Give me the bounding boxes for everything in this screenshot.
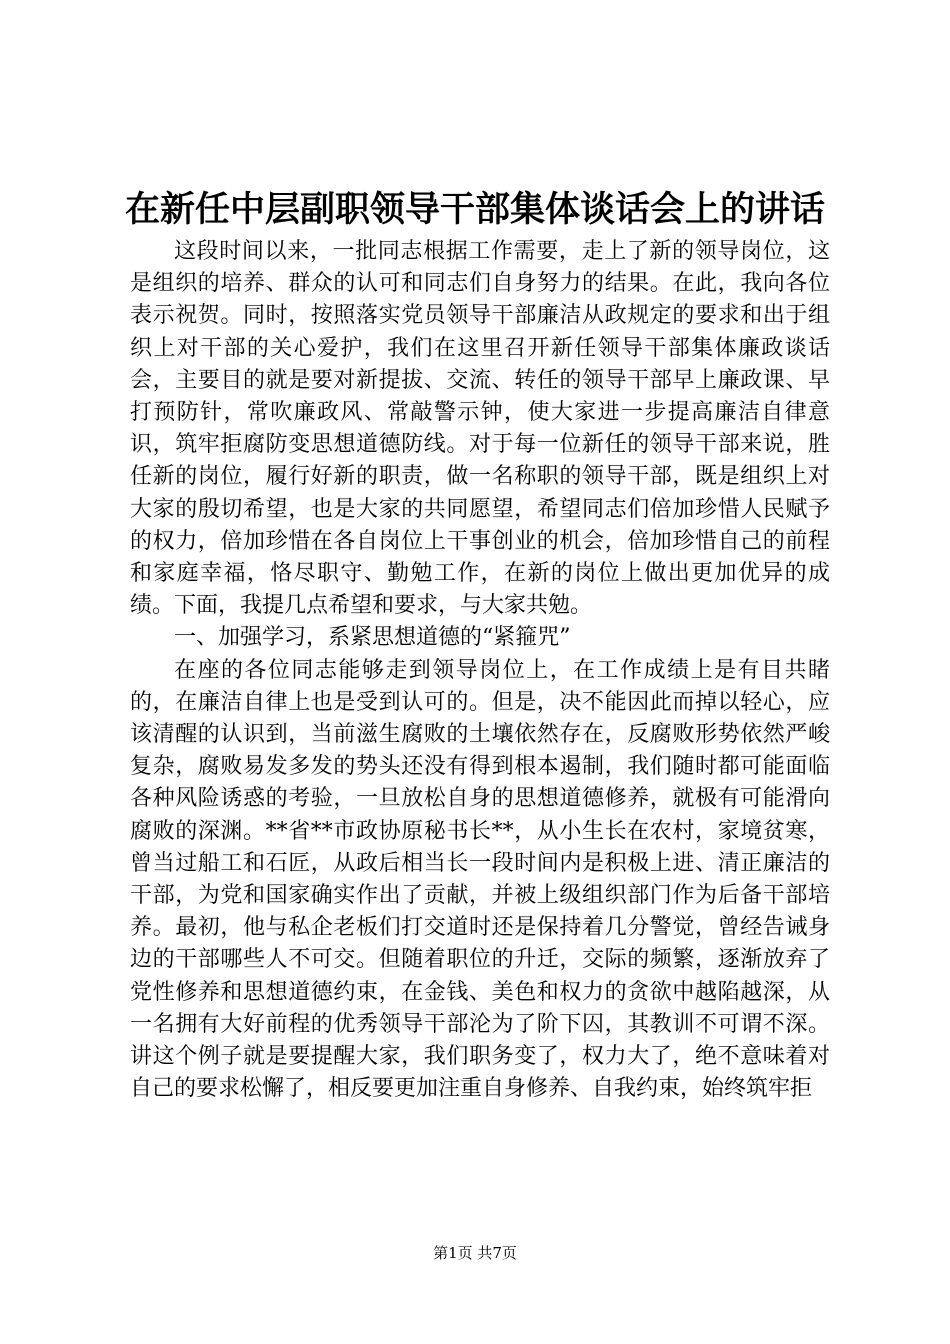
document-title: 在新任中层副职领导干部集体谈话会上的讲话 xyxy=(124,189,825,230)
document-body xyxy=(130,236,830,1105)
paragraph-intro: 这段时间以来，一批同志根据工作需要，走上了新的领导岗位，这是组织的培养、群众的认可和同志们自身努力的结果。在此，我向各位表示祝贺。同时，按照落实党员领导干部廉洁从政规定的要求和出于组织上对干部的关心爱护，我们在这里召开新任领导干部集体廉政谈话会，主要目的就是要对新提拔、交流、转任的领导干部早上廉政课、早打预防针，常吹廉政风、常敲警示钟，使大家进一步提高廉洁自律意识，筑牢拒腐防变思想道德防线。对于每一位新任的领导干部来说，胜任新的岗位，履行好新的职责，做一名称职的领导干部，既是组织上对大家的殷切希望，也是大家的共同愿望，希望同志们倍加珍惜人民赋予的权力，倍加珍惜在各自岗位上干事创业的机会，倍加珍惜自己的前程和家庭幸福，恪尽职守、勤勉工作，在新的岗位上做出更加优异的成绩。下面，我提几点希望和要求，与大家共勉。 xyxy=(130,239,830,619)
section-heading-1: 一、加强学习，系紧思想道德的“紧箍咒” xyxy=(174,625,571,651)
page-footer: 第1页 共7页 xyxy=(433,1244,517,1262)
paragraph-section-1: 在座的各位同志能够走到领导岗位上，在工作成绩上是有目共睹的，在廉洁自律上也是受到认可的。但是，决不能因此而掉以轻心，应该清醒的认识到，当前滋生腐败的土壤依然存在，反腐败形势依然严峻复杂，腐败易发多发的势头还没有得到根本遏制，我们随时都可能面临各种风险诱惑的考验，一旦放松自身的思想道德修养，就极有可能滑向腐败的深渊。**省**市政协原秘书长**，从小生长在农村，家境贫寒，曾当过船工和石匠，从政后相当长一段时间内是积极上进、清正廉洁的干部，为党和国家确实作出了贡献，并被上级组织部门作为后备干部培养。最初，他与私企老板们打交道时还是保持着几分警觉，曾经告诫身边的干部哪些人不可交。但随着职位的升迁，交际的频繁，逐渐放弃了党性修养和思想道德约束，在金钱、美色和权力的贪欲中越陷越深，从一名拥有大好前程的优秀领导干部沦为了阶下囚，其教训不可谓不深。讲这个例子就是要提醒大家，我们职务变了，权力大了，绝不意味着对自己的要求松懈了，相反要更加注重自身修养、自我约束，始终筑牢拒 xyxy=(130,657,830,1102)
